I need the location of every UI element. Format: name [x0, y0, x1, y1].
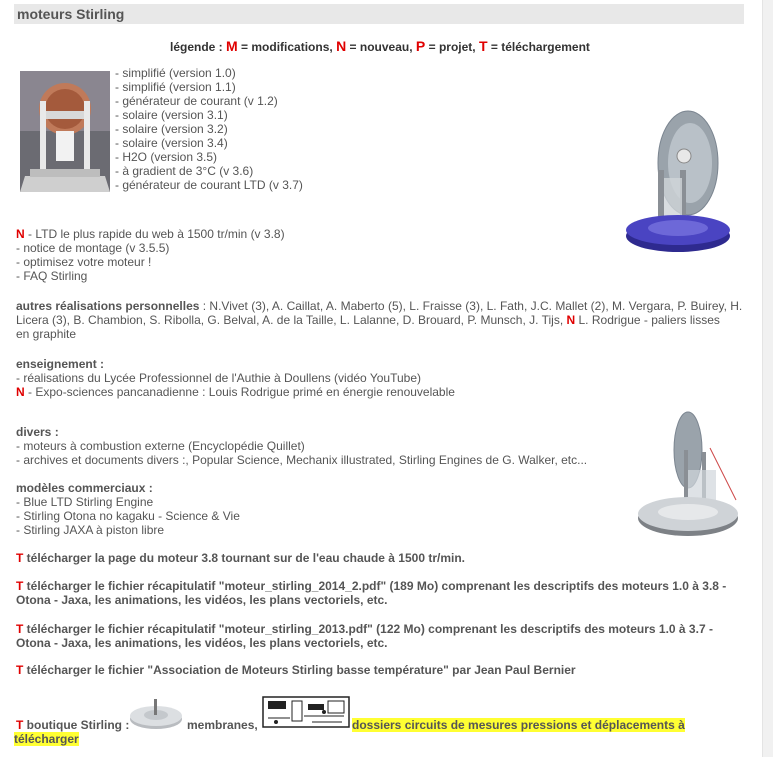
download-text-3: télécharger le fichier récapitulatif "moteur_stirling_2013.pdf" (122 Mo) comprenant les descriptifs des moteurs 1.0 à 3.7 -: [23, 622, 713, 636]
version-link-1[interactable]: - simplifié (version 1.0): [115, 66, 236, 80]
autres-line-2: [16, 313, 720, 327]
ltd-engine-render[interactable]: [618, 108, 743, 263]
version-link-3[interactable]: - générateur de courant (v 1.2): [115, 94, 278, 108]
enseignement-item-2: - Expo-sciences pancanadienne : Louis Rodrigue primé en énergie renouvelable: [24, 385, 455, 399]
legend-t-text: = téléchargement: [490, 40, 590, 54]
membrane-icon[interactable]: [128, 697, 184, 731]
legend-p-text: = projet,: [428, 40, 476, 54]
autres-line-1: [16, 299, 742, 313]
divers-item-1[interactable]: - moteurs à combustion externe (Encyclopédie Quillet): [16, 439, 305, 453]
version-link-9[interactable]: - générateur de courant LTD (v 3.7): [115, 178, 303, 192]
faq-link[interactable]: - FAQ Stirling: [16, 269, 88, 283]
dossiers-text-1: dossiers circuits de mesures pressions et déplacements à: [352, 718, 685, 732]
legend-n-key: N: [336, 38, 347, 54]
dossiers-link-1[interactable]: [352, 718, 685, 732]
download-text-4: télécharger le fichier "Association de Moteurs Stirling basse température" par Jean Paul Bernier: [23, 663, 576, 677]
optimisez-link[interactable]: - optimisez votre moteur !: [16, 255, 152, 269]
notice-link[interactable]: - notice de montage (v 3.5.5): [16, 241, 170, 255]
legend-t-key: T: [478, 38, 488, 54]
version-link-4[interactable]: - solaire (version 3.1): [115, 108, 228, 122]
page-title: moteurs Stirling: [17, 6, 125, 22]
page-title-bar: [14, 4, 744, 24]
legend-m-text: = modifications,: [241, 40, 333, 54]
engine-photo-thumbnail[interactable]: [20, 71, 110, 192]
ltd-text: - LTD le plus rapide du web à 1500 tr/min (v 3.8): [24, 227, 285, 241]
download-text-2: télécharger le fichier récapitulatif "moteur_stirling_2014_2.pdf" (189 Mo) comprenant les descriptifs des moteurs 1.0 à 3.8 -: [23, 579, 727, 593]
version-link-5[interactable]: - solaire (version 3.2): [115, 122, 228, 136]
enseignement-line-2[interactable]: [16, 385, 455, 399]
download-key-1: T: [16, 551, 24, 565]
commerciaux-item-2[interactable]: - Stirling Otona no kagaku - Science & Vie: [16, 509, 240, 523]
version-link-8[interactable]: - à gradient de 3°C (v 3.6): [115, 164, 254, 178]
download-text-1: télécharger la page du moteur 3.8 tournant sur de l'eau chaude à 1500 tr/min.: [23, 551, 465, 565]
dossiers-link-2[interactable]: [14, 732, 79, 746]
enseignement-item-1[interactable]: - réalisations du Lycée Professionnel de l'Authie à Doullens (vidéo YouTube): [16, 371, 421, 385]
download-text-3b[interactable]: Otona - Jaxa, les animations, les vidéos, les plans vectoriels, etc.: [16, 636, 388, 650]
download-text-2b[interactable]: Otona - Jaxa, les animations, les vidéos, les plans vectoriels, etc.: [16, 593, 388, 607]
autres-text-1[interactable]: : N.Vivet (3), A. Caillat, A. Maberto (5), L. Fraisse (3), L. Fath, J.C. Mallet (2), M. Vergara, P. Buirey, H.: [199, 299, 743, 313]
download-key-3: T: [16, 622, 24, 636]
autres-text-3[interactable]: L. Rodrigue - paliers lisses: [575, 313, 720, 327]
scrollbar[interactable]: [762, 0, 773, 757]
download-key-4: T: [16, 663, 24, 677]
commerciaux-item-1[interactable]: - Blue LTD Stirling Engine: [16, 495, 154, 509]
download-link-3[interactable]: [16, 622, 713, 636]
enseignement-label: enseignement :: [16, 357, 105, 371]
version-link-6[interactable]: - solaire (version 3.4): [115, 136, 228, 150]
legend-prefix: légende :: [170, 40, 223, 54]
ltd-line[interactable]: [16, 227, 285, 241]
autres-text-4[interactable]: en graphite: [16, 327, 77, 341]
autres-text-2[interactable]: Licera (3), B. Chambion, S. Ribolla, G. Belval, A. de la Taille, L. Lalanne, D. Brouard, P. Munsch, J. Tijs,: [16, 313, 567, 327]
version-link-2[interactable]: - simplifié (version 1.1): [115, 80, 236, 94]
boutique-label: boutique Stirling :: [23, 718, 130, 732]
download-link-4[interactable]: [16, 663, 576, 677]
download-key-2: T: [16, 579, 24, 593]
dossiers-text-2: télécharger: [14, 732, 79, 746]
circuit-board-icon[interactable]: [262, 696, 350, 728]
legend-m-key: M: [226, 38, 238, 54]
legend-n-text: = nouveau,: [349, 40, 413, 54]
commerciaux-item-3[interactable]: - Stirling JAXA à piston libre: [16, 523, 165, 537]
legend-p-key: P: [415, 38, 426, 54]
boutique-label-line[interactable]: [16, 718, 129, 732]
membranes-link[interactable]: membranes,: [187, 718, 258, 732]
divers-label: divers :: [16, 425, 59, 439]
divers-item-2[interactable]: - archives et documents divers :, Popular Science, Mechanix illustrated, Stirling Engines de G. Walker, etc...: [16, 453, 588, 467]
version-link-7[interactable]: - H2O (version 3.5): [115, 150, 218, 164]
download-link-1[interactable]: [16, 551, 465, 565]
ltd-new-key: N: [16, 227, 25, 241]
commercial-engine-render[interactable]: [632, 410, 744, 540]
version-list: [115, 66, 303, 192]
legend: [170, 38, 590, 54]
download-link-2[interactable]: [16, 579, 726, 593]
autres-new-key: N: [566, 313, 576, 327]
commerciaux-label: modèles commerciaux :: [16, 481, 153, 495]
autres-label: autres réalisations personnelles: [16, 299, 200, 313]
enseignement-new-key: N: [16, 385, 25, 399]
boutique-key: T: [16, 718, 24, 732]
